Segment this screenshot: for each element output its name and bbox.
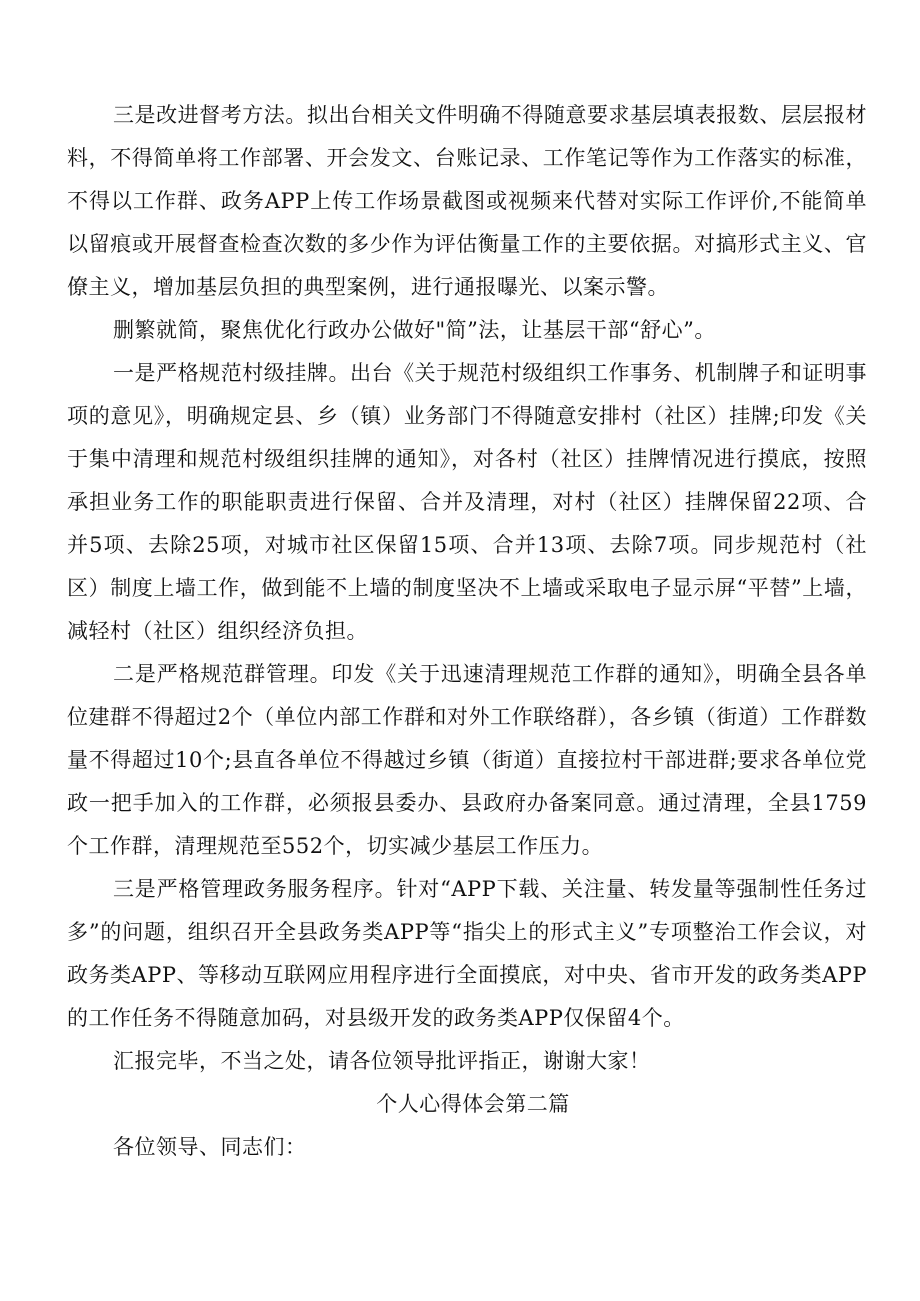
paragraph-closing: 汇报完毕，不当之处，请各位领导批评指正，谢谢大家！ bbox=[113, 1049, 651, 1073]
paragraph-government-apps: 三是严格管理政务服务程序。针对“APP下载、关注量、转发量等强制性任务过多”的问题，组织召开全县政务类APP等“指尖上的形式主义”专项整治工作会议，对政务类APP、等移动互联网应用程序进行全面摸底，对中央、省市开发的政务类APP的工作任务不得随意加码，对县级开发的政务类APP仅保留4个。 bbox=[67, 877, 867, 1030]
paragraph-work-groups: 二是严格规范群管理。印发《关于迅速清理规范工作群的通知》，明确全县各单位建群不得超过2个（单位内部工作群和对外工作联络群），各乡镇（街道）工作群数量不得超过10个;县直各单位不得越过乡镇（街道）直接拉村干部进群;要求各单位党政一把手加入的工作群，必须报县委办、县政府办备案同意。通过清理，全县1759个工作群，清理规范至552个，切实减少基层工作压力。 bbox=[67, 662, 867, 858]
paragraph-supervision-methods: 三是改进督考方法。拟出台相关文件明确不得随意要求基层填表报数、层层报材料，不得简单将工作部署、开会发文、台账记录、工作笔记等作为工作落实的标准，不得以工作群、政务APP上传工作场景截图或视频来代替对实际工作评价,不能简单以留痕或开展督查检查次数的多少作为评估衡量工作的主要依据。对搞形式主义、官僚主义，增加基层负担的典型案例，进行通报曝光、以案示警。 bbox=[67, 103, 867, 299]
salutation: 各位领导、同志们： bbox=[113, 1135, 307, 1159]
document-body bbox=[67, 94, 867, 1169]
paragraph-simplify-intro: 删繁就简，聚焦优化行政办公做好"简”法，让基层干部“舒心”。 bbox=[113, 318, 716, 342]
section-title: 个人心得体会第二篇 bbox=[376, 1092, 570, 1116]
paragraph-village-plaques: 一是严格规范村级挂牌。出台《关于规范村级组织工作事务、机制牌子和证明事项的意见》，明确规定县、乡（镇）业务部门不得随意安排村（社区）挂牌;印发《关于集中清理和规范村级组织挂牌的通知》，对各村（社区）挂牌情况进行摸底，按照承担业务工作的职能职责进行保留、合并及清理，对村（社区）挂牌保留22项、合并5项、去除25项，对城市社区保留15项、合并13项、去除7项。同步规范村（社区）制度上墙工作，做到能不上墙的制度坚决不上墙或采取电子显示屏“平替”上墙，减轻村（社区）组织经济负担。 bbox=[67, 361, 867, 643]
